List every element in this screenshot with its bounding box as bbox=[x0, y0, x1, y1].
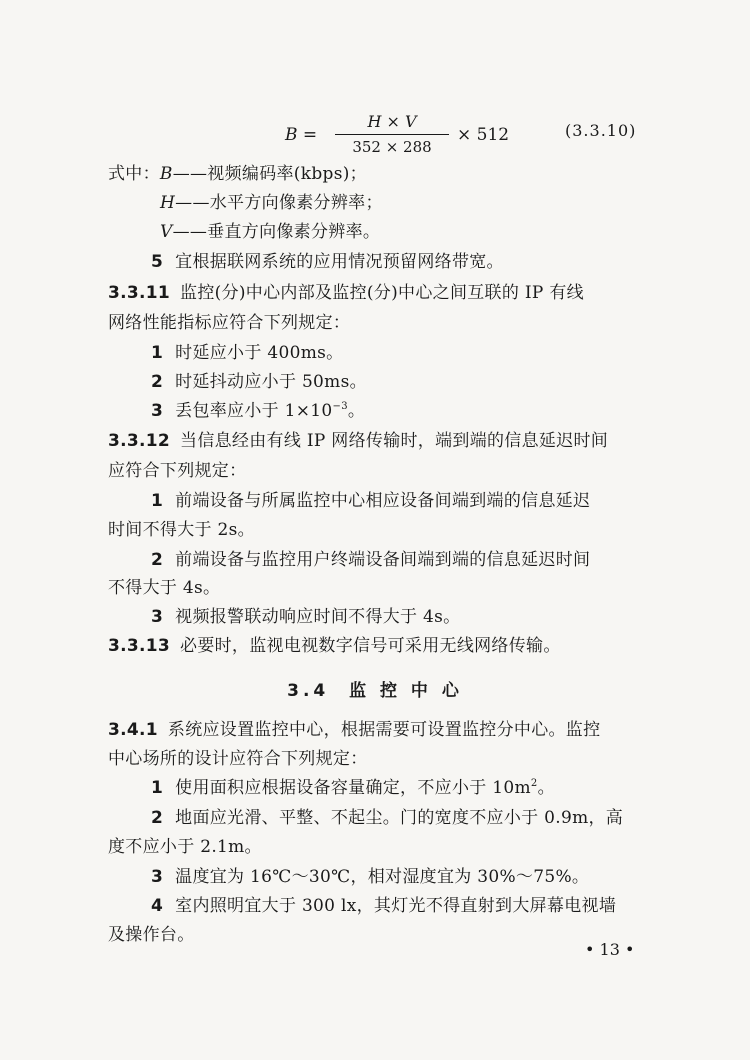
list-item bbox=[151, 776, 691, 800]
list-item bbox=[151, 548, 691, 572]
list-item bbox=[151, 399, 691, 423]
item-text-end: 。 bbox=[537, 778, 555, 798]
list-item-cont: 及操作台。 bbox=[108, 925, 195, 945]
formula-rhs: × 512 bbox=[457, 125, 510, 145]
item-number: 2 bbox=[151, 808, 164, 828]
exponent: 2 bbox=[530, 778, 538, 789]
formula-denominator: 352 × 288 bbox=[352, 138, 432, 156]
clause-3-4-1 bbox=[108, 718, 648, 742]
clause-text: 当信息经由有线 IP 网络传输时，端到端的信息延迟时间 bbox=[180, 431, 609, 451]
clause-3-3-13 bbox=[108, 634, 648, 658]
item-text: 前端设备与监控用户终端设备间端到端的信息延迟时间 bbox=[175, 550, 591, 570]
list-item-cont: 不得大于 4s。 bbox=[108, 578, 221, 598]
clause-3-3-12-cont: 应符合下列规定： bbox=[108, 461, 247, 481]
equation-number: (3.3.10) bbox=[565, 121, 637, 140]
def-h: ——水平方向像素分辨率； bbox=[175, 193, 383, 213]
var-v: V bbox=[160, 222, 173, 242]
item-text-end: 。 bbox=[347, 401, 366, 421]
where-v bbox=[160, 220, 700, 244]
var-b: B bbox=[159, 164, 173, 184]
clause-number: 3.4.1 bbox=[108, 720, 158, 740]
clause-text: 必要时，监视电视数字信号可采用无线网络传输。 bbox=[180, 636, 561, 656]
item-text: 宜根据联网系统的应用情况预留网络带宽。 bbox=[175, 252, 504, 272]
item-number: 1 bbox=[151, 343, 164, 363]
item-text: 丢包率应小于 1×10 bbox=[175, 401, 333, 421]
item-text: 室内照明宜大于 300 lx，其灯光不得直射到大屏幕电视墙 bbox=[175, 896, 617, 916]
formula-numerator: H × V bbox=[367, 112, 417, 131]
item-text: 温度宜为 16℃～30℃，相对湿度宜为 30%～75%。 bbox=[175, 867, 590, 887]
list-item bbox=[151, 370, 691, 394]
def-v: ——垂直方向像素分辨率。 bbox=[172, 222, 381, 242]
where-h bbox=[160, 191, 700, 215]
item-number: 1 bbox=[151, 491, 164, 511]
def-b: ——视频编码率(kbps)； bbox=[172, 164, 367, 184]
item-number: 2 bbox=[151, 372, 164, 392]
list-item bbox=[151, 806, 691, 830]
list-item-cont: 度不应小于 2.1m。 bbox=[108, 837, 262, 857]
clause-number: 3.3.12 bbox=[108, 431, 171, 451]
item-text: 视频报警联动响应时间不得大于 4s。 bbox=[175, 607, 461, 627]
item-number: 3 bbox=[151, 607, 164, 627]
clause-3-3-11 bbox=[108, 281, 648, 305]
section-title: 监 控 中 心 bbox=[349, 681, 463, 701]
item-number: 1 bbox=[151, 778, 164, 798]
item-number: 3 bbox=[151, 867, 164, 887]
item-number: 5 bbox=[151, 252, 164, 272]
item-text: 使用面积应根据设备容量确定，不应小于 10m bbox=[175, 778, 531, 798]
formula-lhs: B = bbox=[285, 125, 318, 145]
page-number: • 13 • bbox=[585, 940, 635, 959]
item-text: 时延抖动应小于 50ms。 bbox=[175, 372, 367, 392]
var-h: H bbox=[160, 193, 176, 213]
formula-fraction bbox=[335, 112, 449, 157]
clause-text: 监控(分)中心内部及监控(分)中心之间互联的 IP 有线 bbox=[180, 283, 584, 303]
item-text: 前端设备与所属监控中心相应设备间端到端的信息延迟 bbox=[175, 491, 591, 511]
where-intro: 式中： bbox=[108, 164, 160, 184]
item-text: 时延应小于 400ms。 bbox=[175, 343, 344, 363]
clause-3-4-1-cont: 中心场所的设计应符合下列规定： bbox=[108, 749, 368, 769]
list-item bbox=[151, 341, 691, 365]
item-number: 3 bbox=[151, 401, 164, 421]
clause-3-3-12 bbox=[108, 429, 648, 453]
list-item bbox=[151, 489, 691, 513]
list-item bbox=[151, 250, 691, 274]
exponent: −3 bbox=[332, 401, 348, 412]
clause-number: 3.3.11 bbox=[108, 283, 171, 303]
list-item-cont: 时间不得大于 2s。 bbox=[108, 520, 255, 540]
fraction-bar bbox=[335, 134, 449, 135]
item-number: 2 bbox=[151, 550, 164, 570]
clause-3-3-11-cont: 网络性能指标应符合下列规定： bbox=[108, 313, 351, 333]
where-b bbox=[108, 162, 648, 186]
item-number: 4 bbox=[151, 896, 164, 916]
clause-number: 3.3.13 bbox=[108, 636, 171, 656]
list-item bbox=[151, 865, 691, 889]
list-item bbox=[151, 894, 691, 918]
list-item bbox=[151, 605, 691, 629]
section-heading bbox=[0, 676, 750, 701]
item-text: 地面应光滑、平整、不起尘。门的宽度不应小于 0.9m，高 bbox=[175, 808, 624, 828]
clause-text: 系统应设置监控中心，根据需要可设置监控分中心。监控 bbox=[167, 720, 601, 740]
section-number: 3.4 bbox=[287, 681, 330, 701]
